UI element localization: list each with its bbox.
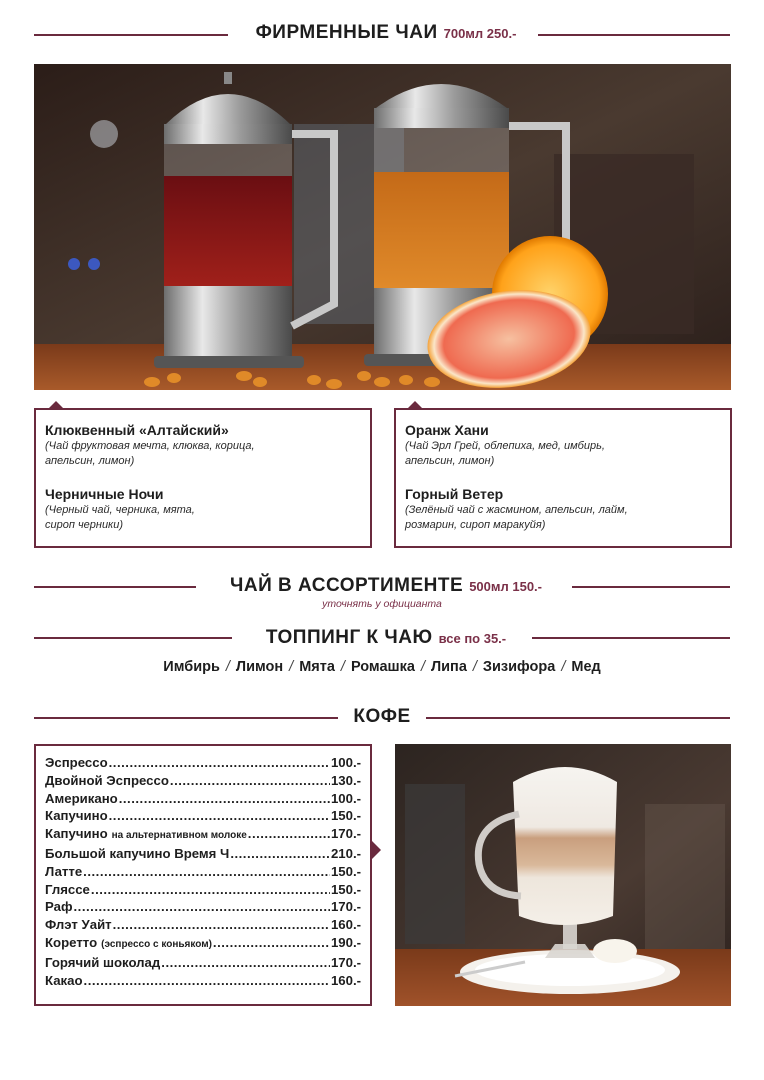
coffee-item-leader xyxy=(109,807,330,825)
coffee-item-leader xyxy=(113,916,330,934)
topping-item: Липа xyxy=(430,659,467,675)
coffee-item-name: Капучино xyxy=(45,808,108,824)
topping-separator: / xyxy=(340,659,345,675)
coffee-menu-row xyxy=(45,934,361,954)
toppings-heading xyxy=(0,627,764,649)
coffee-item-price: 150.- xyxy=(330,863,361,879)
assorted-tea-heading xyxy=(0,575,764,597)
coffee-item-leader xyxy=(230,845,330,863)
coffee-item-note: (эспрессо с коньяком) xyxy=(101,938,212,950)
coffee-item-leader xyxy=(84,972,330,990)
coffee-menu-row xyxy=(45,754,361,772)
coffee-menu-row xyxy=(45,845,361,863)
signature-tea-heading xyxy=(0,22,764,44)
coffee-item-leader xyxy=(119,790,330,808)
coffee-item-price: 100.- xyxy=(330,755,361,770)
tea-item-name: Клюквенный «Алтайский» xyxy=(45,422,229,438)
coffee-item-name: Капучино xyxy=(45,826,108,842)
toppings-price: все по 35.- xyxy=(438,631,507,646)
coffee-item-price: 160.- xyxy=(330,917,361,933)
coffee-item-leader xyxy=(109,754,330,772)
topping-separator: / xyxy=(289,659,294,675)
coffee-item-price: 170.- xyxy=(330,899,361,915)
coffee-menu-row xyxy=(45,863,361,881)
tea-item-desc: розмарин, сироп маракуйя) xyxy=(405,518,546,531)
topping-separator: / xyxy=(472,659,477,675)
coffee-item-price: 160.- xyxy=(330,972,361,988)
latte-glass-photo xyxy=(395,744,731,1006)
tea-item-name: Черничные Ночи xyxy=(45,486,164,502)
topping-item: Имбирь xyxy=(163,659,220,675)
assorted-tea-note: уточнять у официанта xyxy=(322,598,442,610)
signature-tea-title: ФИРМЕННЫЕ ЧАИ xyxy=(248,22,446,43)
assorted-tea-price: 500мл 150.- xyxy=(469,579,542,594)
tea-item-name: Оранж Хани xyxy=(405,422,489,438)
coffee-item-price: 130.- xyxy=(330,772,361,788)
coffee-heading xyxy=(0,706,764,728)
topping-item: Ромашка xyxy=(350,659,415,675)
coffee-item-leader xyxy=(74,898,330,916)
coffee-title: КОФЕ xyxy=(345,706,418,727)
coffee-item-price: 100.- xyxy=(330,790,361,806)
topping-separator: / xyxy=(225,659,230,675)
tea-item-desc: (Чай Эрл Грей, облепиха, мед, имбирь, xyxy=(405,440,605,452)
tea-item-desc: апельсин, лимон) xyxy=(405,454,495,467)
topping-separator: / xyxy=(420,659,425,675)
topping-separator: / xyxy=(561,659,566,675)
coffee-item-name: Американо xyxy=(45,790,118,806)
assorted-tea-title: ЧАЙ В АССОРТИМЕНТЕ xyxy=(222,575,471,596)
toppings-list xyxy=(0,659,764,675)
coffee-item-leader xyxy=(213,934,330,952)
coffee-item-price: 170.- xyxy=(330,826,361,842)
coffee-item-name: Флэт Уайт xyxy=(45,917,112,933)
tea-box-left xyxy=(34,408,372,548)
coffee-menu-box xyxy=(34,744,372,1006)
tea-item-desc: сироп черники) xyxy=(45,518,124,531)
toppings-title: ТОППИНГ К ЧАЮ xyxy=(258,627,441,648)
coffee-menu-row xyxy=(45,881,361,899)
coffee-item-name: Раф xyxy=(45,899,73,915)
coffee-item-price: 150.- xyxy=(330,881,361,897)
coffee-item-leader xyxy=(91,881,330,899)
coffee-item-price: 150.- xyxy=(330,808,361,824)
coffee-item-name: Латте xyxy=(45,863,83,879)
topping-item: Зизифора xyxy=(482,659,556,675)
topping-item: Лимон xyxy=(235,659,284,675)
coffee-list xyxy=(45,754,361,989)
coffee-item-price: 170.- xyxy=(330,954,361,970)
coffee-item-note: на альтернативном молоке xyxy=(111,830,247,842)
tea-box-right xyxy=(394,408,732,548)
coffee-menu-row xyxy=(45,790,361,808)
coffee-item-leader xyxy=(170,772,330,790)
coffee-item-name: Какао xyxy=(45,972,83,988)
coffee-menu-row xyxy=(45,916,361,934)
coffee-item-name: Горячий шоколад xyxy=(45,954,161,970)
coffee-item-name: Большой капучино Время Ч xyxy=(45,845,230,861)
coffee-item-leader xyxy=(161,954,330,972)
tea-item-desc: (Черный чай, черника, мята, xyxy=(45,504,195,516)
coffee-box-marker xyxy=(372,841,381,859)
tea-item-name: Горный Ветер xyxy=(405,486,504,502)
coffee-item-name: Гляссе xyxy=(45,881,90,897)
coffee-menu-row xyxy=(45,807,361,825)
coffee-item-name: Двойной Эспрессо xyxy=(45,772,169,788)
coffee-menu-row xyxy=(45,825,361,845)
tea-item-desc: (Чай фруктовая мечта, клюква, корица, xyxy=(45,440,255,452)
coffee-menu-row xyxy=(45,898,361,916)
coffee-item-price: 190.- xyxy=(330,934,361,950)
coffee-item-name: Эспрессо xyxy=(45,755,108,770)
coffee-item-name: Коретто xyxy=(45,934,98,950)
coffee-menu-row xyxy=(45,772,361,790)
tea-item-desc: (Зелёный чай с жасмином, апельсин, лайм, xyxy=(405,504,628,516)
topping-item: Мед xyxy=(571,659,601,675)
coffee-item-leader xyxy=(83,863,330,881)
topping-item: Мята xyxy=(299,659,335,675)
coffee-item-price: 210.- xyxy=(330,845,361,861)
coffee-menu-row xyxy=(45,972,361,990)
tea-french-press-photo xyxy=(34,64,731,390)
tea-item-desc: апельсин, лимон) xyxy=(45,454,135,467)
coffee-menu-row xyxy=(45,954,361,972)
signature-tea-price: 700мл 250.- xyxy=(443,26,517,41)
coffee-item-leader xyxy=(248,825,330,843)
